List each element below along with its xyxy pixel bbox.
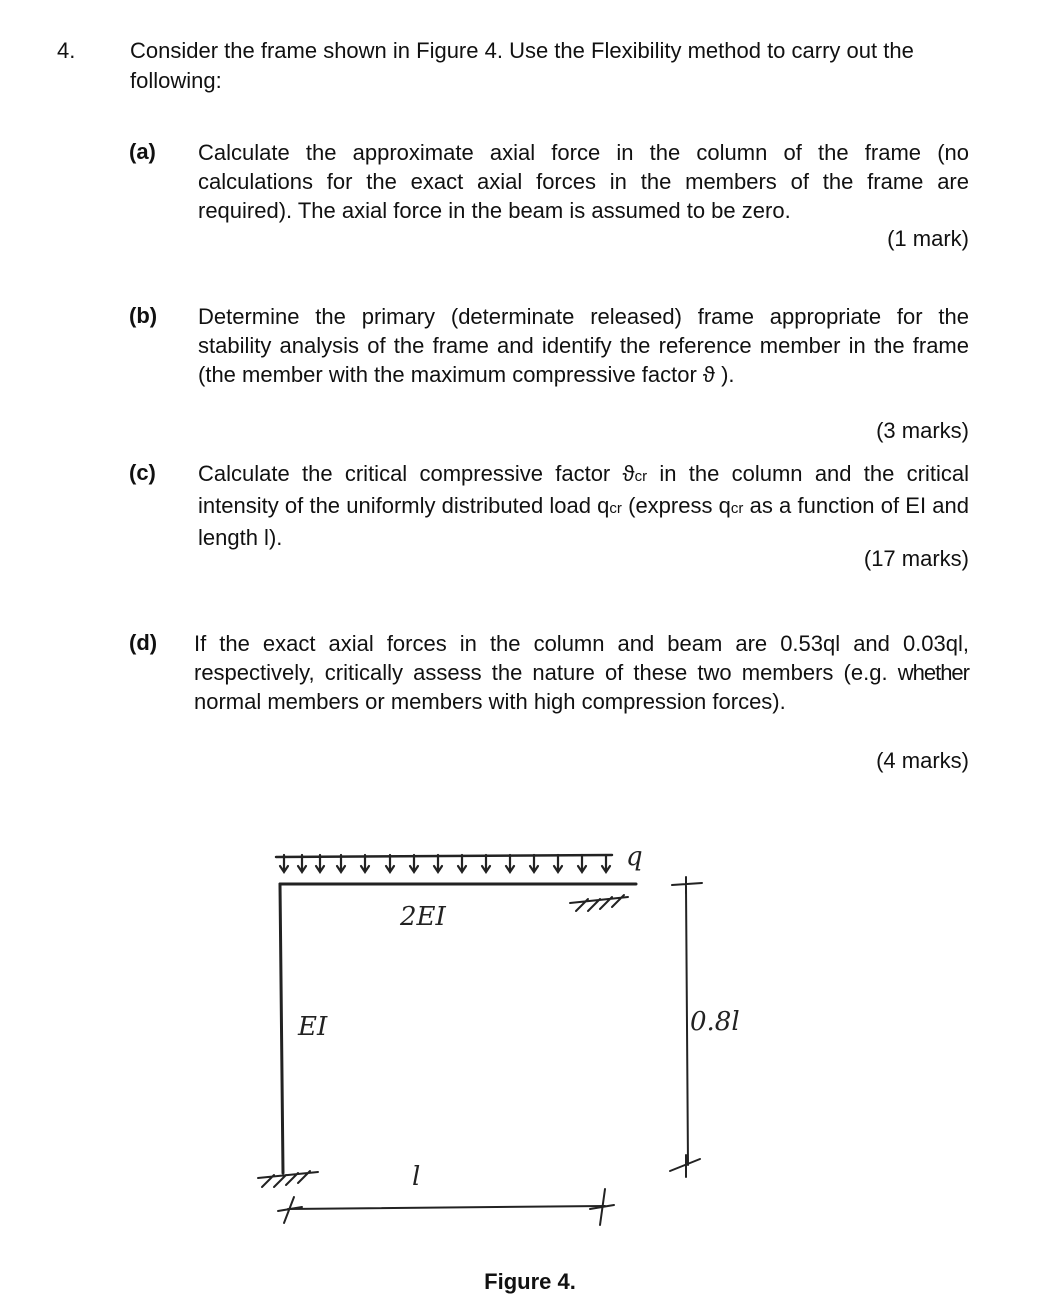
part-c-text: [198, 459, 969, 552]
part-c-text-1: Calculate the critical compressive factor ϑ: [198, 461, 635, 486]
question-number: 4.: [57, 38, 76, 63]
part-c-text-2: in the column and the critical intensity of the uniformly distributed load q: [198, 461, 970, 518]
part-c-sub-3: cr: [730, 500, 744, 517]
load-label: q: [626, 842, 643, 872]
part-b-text: Determine the primary (determinate released) frame appropriate for the stability analysis of the frame and identify the reference member in the frame (the member with the maximum compressive factor ϑ ).: [198, 304, 969, 387]
part-d-marks: (4 marks): [876, 748, 969, 773]
left-column: [280, 884, 283, 1173]
height-dimension: [686, 887, 688, 1165]
height-label: 0.8l: [690, 1007, 740, 1037]
part-a-marks: (1 mark): [887, 226, 969, 251]
frame-figure: [240, 825, 800, 1245]
span-tick-left: [278, 1197, 302, 1223]
part-c-sub-1: cr: [634, 468, 648, 485]
part-c-label: (c): [129, 460, 156, 485]
height-tick-top: [672, 877, 702, 893]
left-support-hatch: [258, 1171, 318, 1187]
part-c-text-4: as a function of EI and length l).: [198, 493, 969, 550]
column-stiffness-label: EI: [298, 1012, 328, 1042]
span-label: l: [412, 1162, 421, 1192]
part-c-text-3: (express q: [621, 493, 731, 518]
part-a-text: Calculate the approximate axial force in the column of the frame (no calculations for the exact axial forces in the members of the frame are required). The axial force in the beam is assumed to be zero.: [198, 140, 969, 223]
part-a-label: (a): [129, 139, 156, 164]
udl-line: [276, 855, 612, 857]
part-d-text-1: If the exact axial forces in the column and beam are 0.53ql and 0.03ql, respectively, critically assess the nature of these two members (e.g.: [194, 631, 969, 685]
beam-stiffness-label: 2EI: [400, 902, 446, 932]
height-tick-bottom: [670, 1155, 700, 1177]
part-c-sub-2: cr: [609, 500, 622, 517]
part-b-label: (b): [129, 303, 158, 328]
part-c-marks: (17 marks): [863, 546, 969, 571]
right-support-hatch: [570, 895, 628, 911]
part-d-text-2: normal members or members with high compression forces).: [194, 689, 786, 714]
span-dimension: [288, 1206, 605, 1209]
part-d-text-tight: whether: [897, 660, 969, 685]
question-intro: Consider the frame shown in Figure 4. Use the Flexibility method to carry out the following:: [130, 38, 914, 93]
part-d-label: (d): [129, 630, 158, 655]
part-b-marks: (3 marks): [876, 418, 969, 443]
figure-caption: Figure 4.: [484, 1269, 576, 1294]
part-d-text: [194, 629, 969, 716]
